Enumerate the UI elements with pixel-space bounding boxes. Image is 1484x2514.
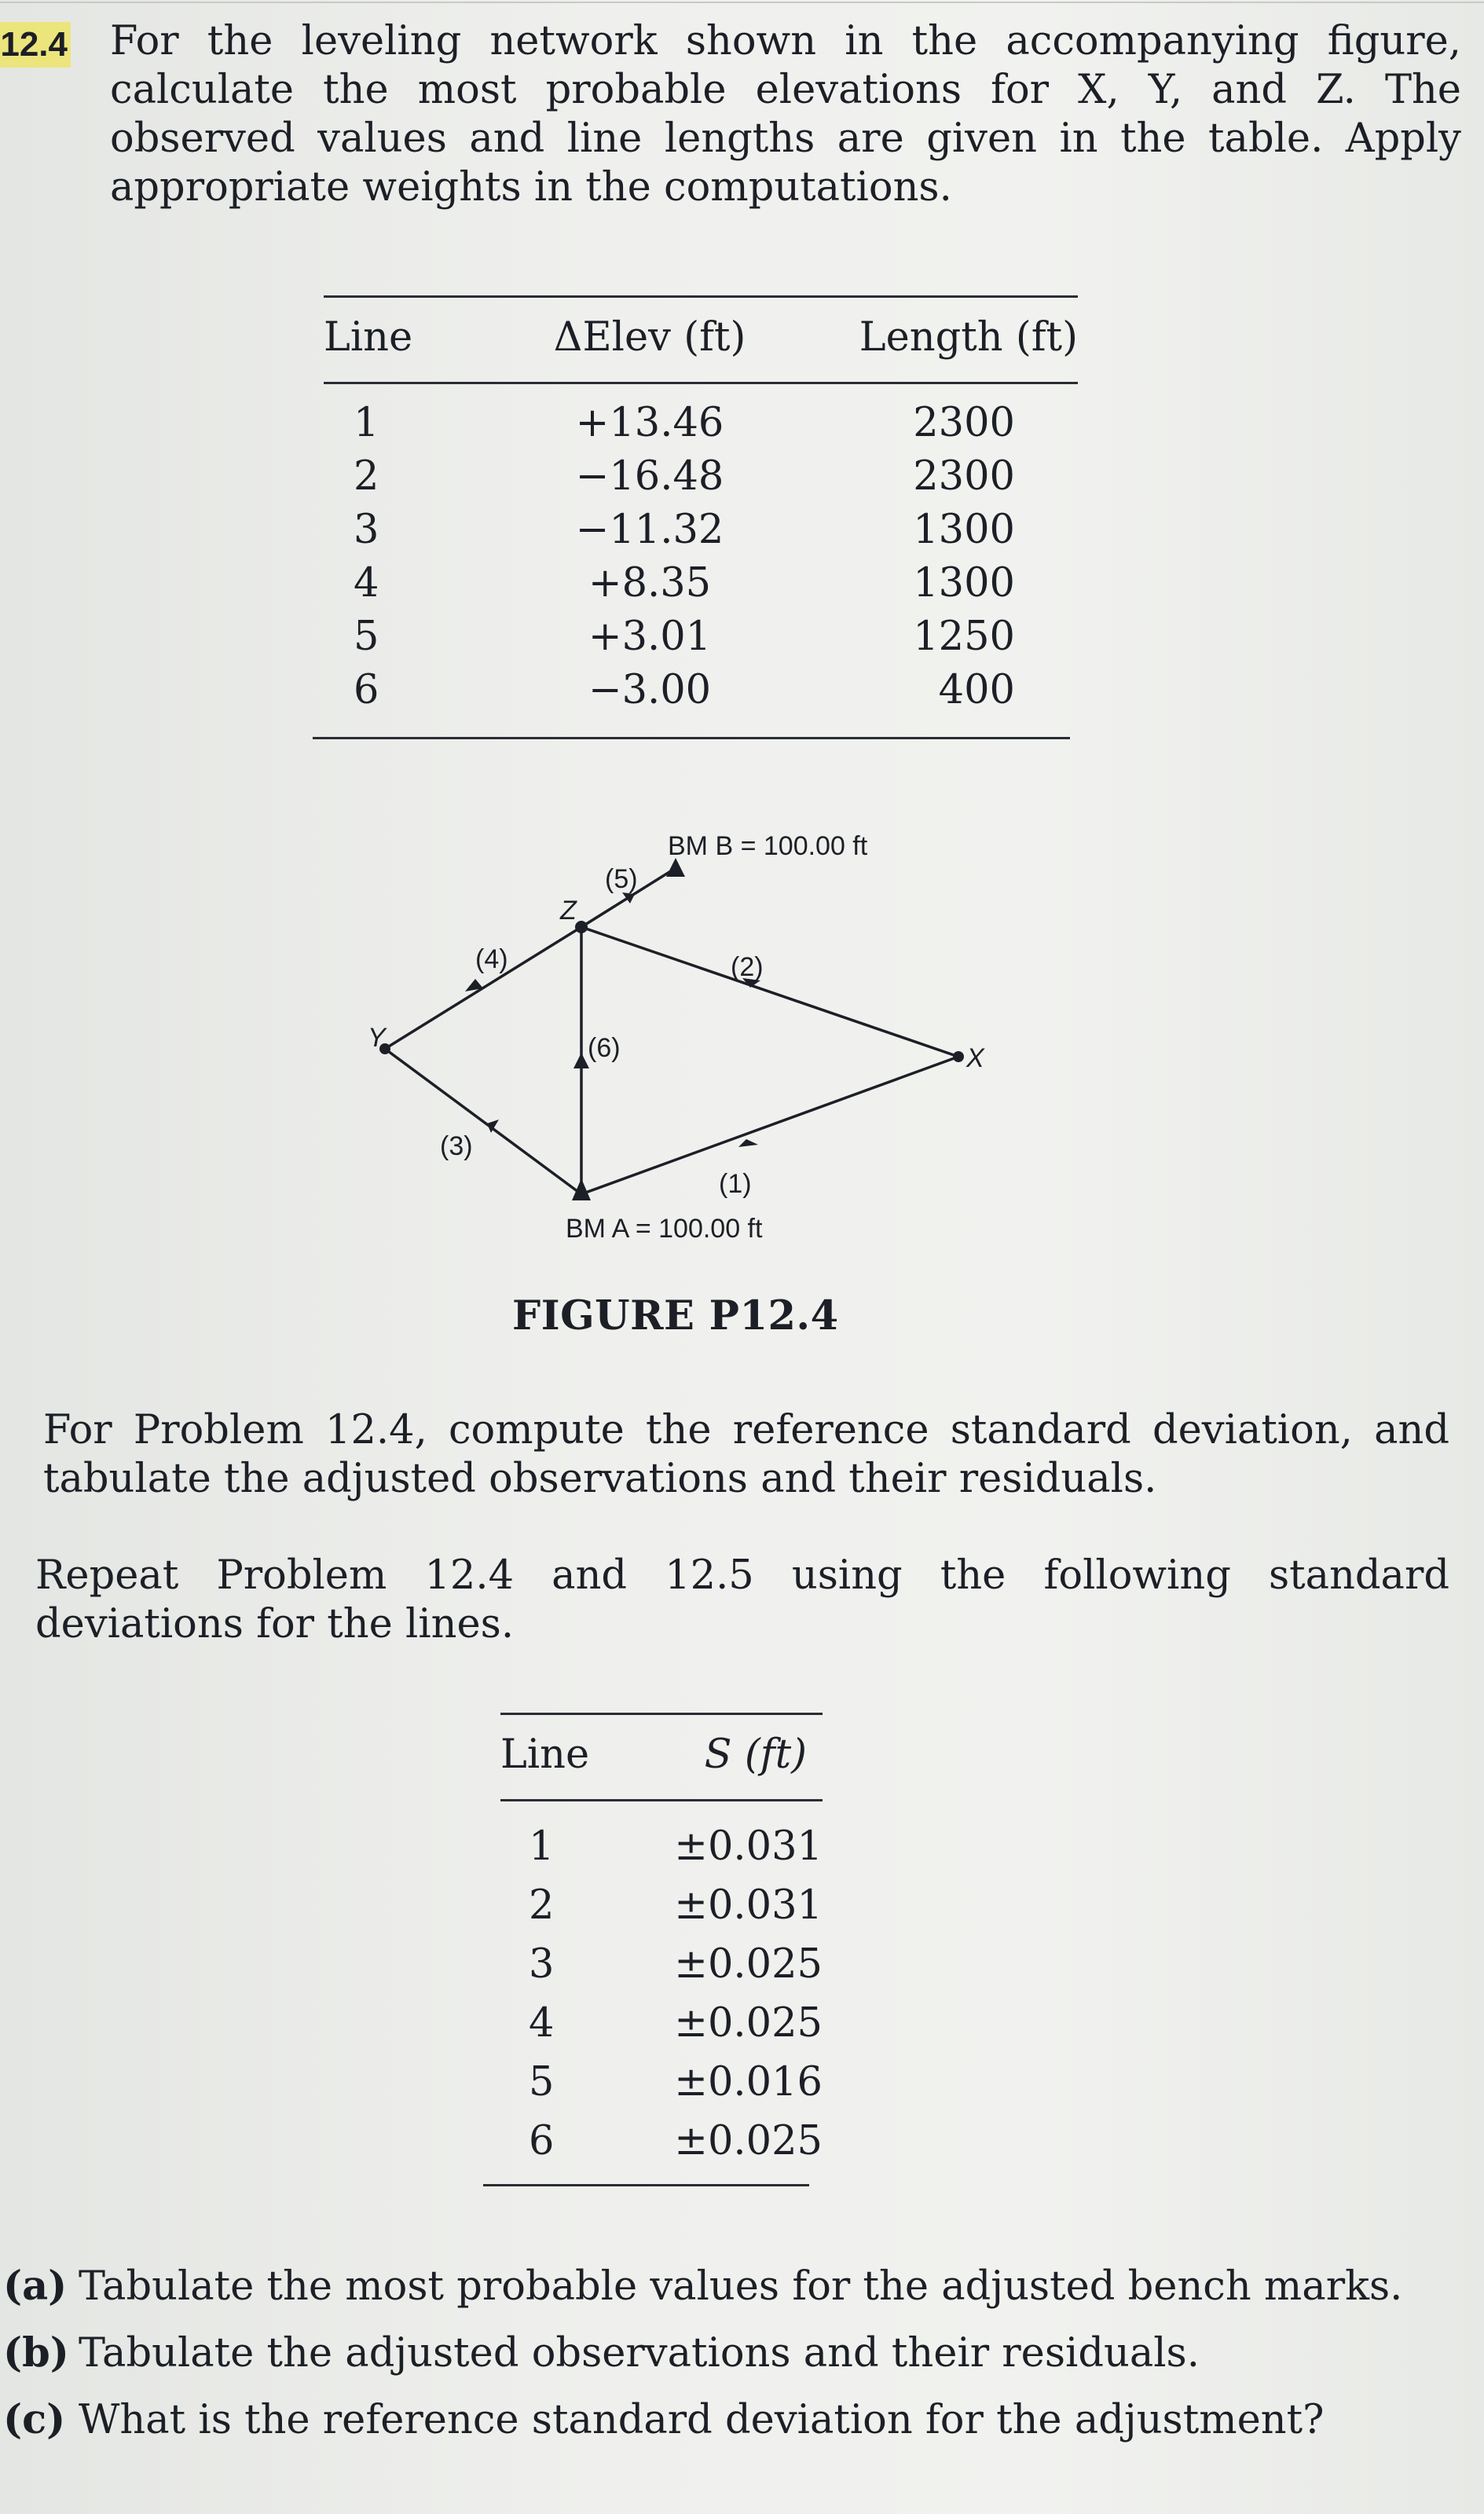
table-row [500,1994,823,2053]
table2-header-line: Line [500,1731,590,1778]
question-a-label: (a) [3,2263,68,2310]
table1-cell-length: 2300 [913,399,1015,446]
table1-header-rule [324,382,1078,384]
table1-cell-line: 3 [354,506,379,553]
table1-cell-length: 2300 [913,453,1015,500]
top-rule [0,2,1484,3]
bm-a-label: BM A = 100.00 ft [566,1214,763,1244]
arrow-1 [738,1139,758,1147]
problem-number: 12.4 [0,22,71,68]
table-row [324,396,1078,449]
table1 [324,302,1078,716]
table2-cell-line: 3 [529,1941,555,1988]
table-row [500,1817,823,1876]
question-b-label: (b) [3,2329,69,2377]
question-a [3,2263,1402,2310]
question-a-text: Tabulate the most probable values for the adjusted bench marks. [79,2263,1403,2310]
table2-header-rule [500,1799,823,1801]
table-row [324,556,1078,610]
table1-cell-line: 1 [354,399,379,446]
question-c-text: What is the reference standard deviation for the adjustment? [79,2397,1325,2443]
table1-bottom-rule [313,737,1070,739]
bm-b-label: BM B = 100.00 ft [668,831,868,861]
x-label: X [966,1043,984,1073]
question-b-text: Tabulate the adjusted observations and their residuals. [79,2330,1200,2377]
figure-caption: FIGURE P12.4 [512,1292,839,1339]
table-row [324,610,1078,663]
table1-cell-length: 400 [938,666,1015,713]
table-row [500,1876,823,1935]
table2-cell-s: ±0.016 [674,2059,823,2105]
table2-cell-line: 6 [529,2118,555,2164]
table1-cell-elev: −3.00 [588,666,712,713]
table1-header-row [324,302,1078,372]
line-3 [385,1049,581,1194]
table1-cell-elev: −16.48 [575,453,724,500]
table-row [500,2053,823,2112]
leveling-network-diagram [330,801,1006,1273]
table1-cell-line: 6 [354,666,379,713]
line-label-5: (5) [605,864,638,894]
table1-cell-elev: −11.32 [575,506,724,553]
table1-cell-length: 1300 [913,506,1015,553]
table2-cell-s: ±0.025 [674,2000,823,2047]
point-z [575,921,588,933]
table2-cell-s: ±0.031 [674,1823,823,1870]
line-1 [581,1057,958,1194]
table1-cell-line: 2 [354,453,379,500]
point-x [953,1051,964,1062]
table2-cell-s: ±0.025 [674,2118,823,2164]
table2-cell-s: ±0.031 [674,1882,823,1929]
line-label-4: (4) [475,944,508,974]
table-row [324,503,1078,556]
table1-cell-length: 1300 [913,559,1015,607]
table1-header-elev: ΔElev (ft) [553,313,746,361]
table2-header-s: S (ft) [704,1731,807,1778]
table1-cell-elev: +3.01 [588,613,712,660]
problem-12-4-text: For the leveling network shown in the accompanying figure, calculate the most probable elevations for X, Y, and Z. The observed values and line lengths are given in the table. Apply appropriate weights in the computations. [110,18,1461,211]
z-label: Z [560,896,577,925]
table-row [324,449,1078,503]
table1-cell-elev: +8.35 [588,559,712,607]
y-label: Y [368,1023,386,1053]
question-c-label: (c) [3,2396,66,2443]
line-2 [581,927,958,1057]
problem-12-5-text: For Problem 12.4, compute the reference standard deviation, and tabulate the adjusted observations and their residuals. [43,1407,1449,1502]
table1-cell-length: 1250 [913,613,1015,660]
table2-cell-line: 1 [529,1823,555,1870]
table1-header-length: Length (ft) [859,313,1078,361]
table-row [500,2112,823,2171]
arrow-6 [573,1053,589,1068]
table-row [324,663,1078,716]
table-row [500,1935,823,1994]
table2-cell-s: ±0.025 [674,1941,823,1988]
table2 [500,1719,823,2171]
table1-header-line: Line [324,313,413,361]
table2-header-row [500,1719,823,1790]
problem-12-6-text: Repeat Problem 12.4 and 12.5 using the following standard deviations for the lines. [35,1552,1449,1647]
table1-cell-elev: +13.46 [575,399,724,446]
table1-cell-line: 5 [354,613,379,660]
table2-bottom-rule [483,2184,809,2186]
line-label-6: (6) [588,1033,621,1063]
table2-top-rule [500,1713,823,1715]
table1-cell-line: 4 [354,559,379,607]
line-label-3: (3) [440,1131,473,1161]
line-label-1: (1) [719,1169,752,1199]
line-label-2: (2) [731,952,764,982]
table2-cell-line: 4 [529,2000,555,2047]
table2-cell-line: 2 [529,1882,555,1929]
table1-top-rule [324,295,1078,298]
question-c [3,2396,1324,2443]
table2-cell-line: 5 [529,2059,555,2105]
question-b [3,2329,1200,2377]
